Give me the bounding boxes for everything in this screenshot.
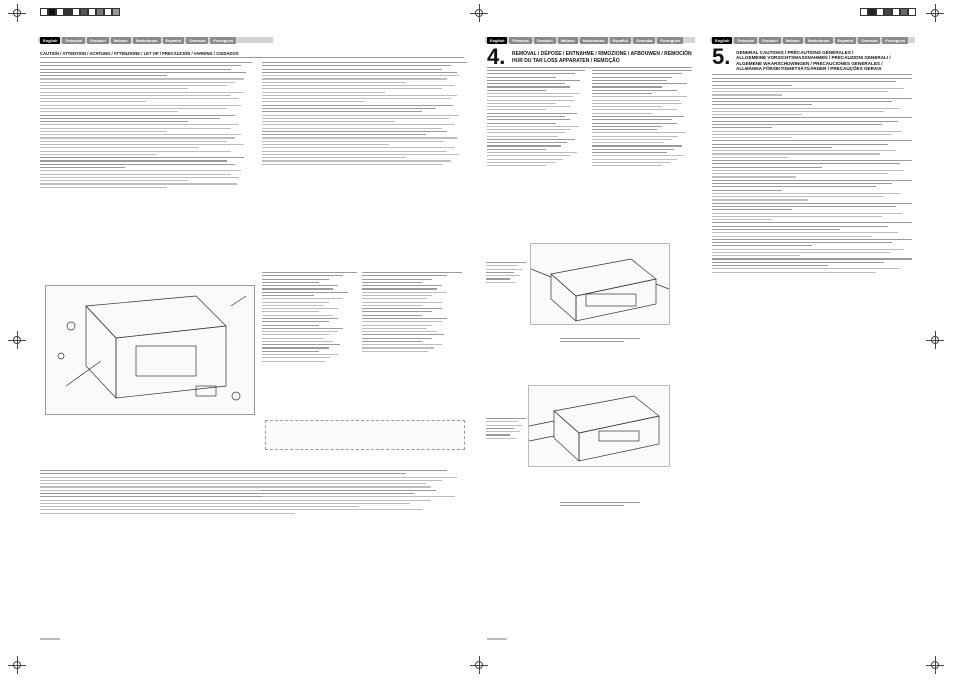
language-tab: Français — [62, 37, 84, 44]
section-heading-line: REMOVAL / DÉPOSE / ENTNAHME / RIMOZIONE / AFBOUWEN / REMOCIÓN — [512, 51, 692, 57]
cautions-text — [712, 78, 912, 275]
registration-mark — [474, 8, 484, 18]
divider — [487, 67, 692, 68]
removal-figure — [530, 243, 670, 325]
parts-list — [362, 272, 462, 354]
callout-figure — [265, 420, 465, 450]
figure-labels — [486, 262, 526, 285]
installation-diagram — [46, 286, 254, 414]
page-folio — [40, 638, 60, 640]
section-heading-line: ALLGEMEINE VORSICHTSMASSNAHMEN / PRECAUZIONI GENERALI / — [736, 55, 891, 61]
language-tab: Nederlands — [580, 37, 608, 44]
figure-caption — [560, 502, 640, 509]
language-tab: Svenska — [633, 37, 655, 44]
language-tab: English — [487, 37, 507, 44]
language-tab: Deutsch — [534, 37, 556, 44]
language-tab: Nederlands — [805, 37, 833, 44]
installation-figure — [45, 285, 255, 415]
removal-figure — [528, 385, 670, 467]
section-heading-line: ALGEMENE WAARSCHUWINGEN / PRECAUCIONES GENERALES / — [736, 60, 883, 66]
language-tab: English — [40, 37, 60, 44]
language-tab: Français — [734, 37, 756, 44]
divider — [712, 74, 912, 75]
page-folio — [487, 638, 507, 640]
language-tab: Español — [835, 37, 857, 44]
language-tab: Svenska — [186, 37, 208, 44]
figure-labels — [486, 418, 526, 441]
language-tab: Svenska — [858, 37, 880, 44]
parts-list — [262, 272, 357, 364]
language-tab: Español — [163, 37, 185, 44]
divider — [40, 57, 464, 58]
language-tab: Français — [509, 37, 531, 44]
registration-mark — [12, 335, 22, 345]
registration-mark — [474, 660, 484, 670]
section-heading — [512, 51, 692, 65]
language-tab: Italiano — [558, 37, 578, 44]
language-tab: Deutsch — [759, 37, 781, 44]
removal-steps — [592, 70, 692, 168]
language-tab: Português — [210, 37, 236, 44]
section-heading-line: GENERAL CAUTIONS / PRÉCAUTIONS GÉNÉRALES / — [736, 50, 854, 55]
section-heading-line: HUR DU TAR LOSS APPARATEN / REMOÇÃO — [512, 58, 620, 64]
language-tab: Português — [882, 37, 908, 44]
language-tab: Deutsch — [87, 37, 109, 44]
footnotes — [262, 470, 467, 506]
language-tab: Español — [610, 37, 632, 44]
step-number: 5. — [712, 44, 731, 69]
language-tab: Nederlands — [133, 37, 161, 44]
language-tabs — [487, 37, 683, 44]
language-tab: Italiano — [111, 37, 131, 44]
registration-mark — [12, 660, 22, 670]
text-block-right — [262, 62, 467, 167]
registration-mark — [930, 335, 940, 345]
removal-diagram — [529, 386, 669, 466]
removal-diagram — [531, 244, 669, 324]
step-number: 4. — [487, 44, 506, 69]
registration-mark — [930, 8, 940, 18]
language-tab: Italiano — [783, 37, 803, 44]
color-swatch-strip — [40, 8, 120, 16]
language-tabs — [40, 37, 236, 44]
color-swatch-strip — [860, 8, 916, 16]
registration-mark — [930, 660, 940, 670]
language-tabs — [712, 37, 908, 44]
removal-steps — [487, 70, 585, 168]
registration-mark — [12, 8, 22, 18]
language-tab: Português — [657, 37, 683, 44]
page-title: CAUTION / ATTENTION / ACHTUNG / ATTENZIONE / LET OP / PRECAUCIÓN / VARNING / CUIDADOS — [40, 51, 239, 56]
section-heading-line: ALLMÄNNA FÖRSIKTIGHETSÅTGÄRDER / PRECAUÇÕES GERAIS — [736, 66, 882, 72]
language-tab: English — [712, 37, 732, 44]
section-heading — [736, 50, 891, 72]
text-block-left — [40, 62, 252, 190]
figure-caption — [560, 338, 640, 345]
